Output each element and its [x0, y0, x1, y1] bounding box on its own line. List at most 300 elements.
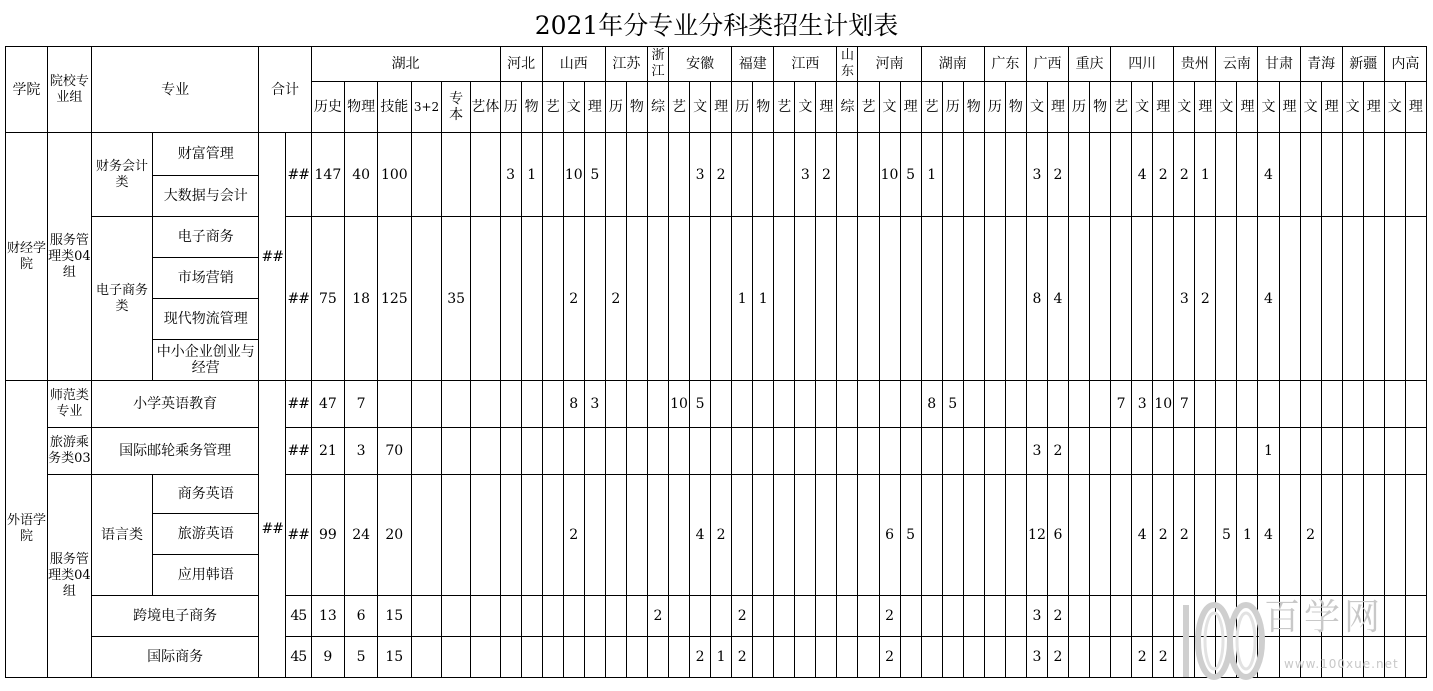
province-value: 2 — [879, 637, 900, 678]
province-value — [669, 133, 690, 217]
province-value — [1047, 381, 1068, 428]
hubei-value: 70 — [377, 428, 411, 475]
hubei-value: 9 — [311, 637, 345, 678]
province-value: 7 — [1174, 381, 1195, 428]
header-major: 专业 — [91, 47, 259, 133]
province-value: 4 — [1132, 475, 1153, 596]
province-value — [1216, 217, 1237, 381]
province-value — [605, 381, 626, 428]
header-province: 新疆 — [1342, 47, 1384, 82]
province-value — [1405, 133, 1426, 217]
province-value — [1363, 475, 1384, 596]
hubei-value — [442, 428, 471, 475]
header-subject: 理 — [1279, 82, 1300, 133]
province-value — [1111, 217, 1132, 381]
province-value: 1 — [711, 637, 732, 678]
hubei-value: 40 — [345, 133, 378, 217]
province-value — [521, 596, 542, 637]
hubei-value — [411, 133, 442, 217]
province-value — [500, 428, 521, 475]
province-value — [1005, 381, 1026, 428]
province-value — [1384, 133, 1405, 217]
province-value — [774, 133, 795, 217]
province-value — [1279, 475, 1300, 596]
header-subject: 文 — [1026, 82, 1047, 133]
province-value — [963, 133, 984, 217]
province-value: 2 — [711, 475, 732, 596]
province-value — [1384, 475, 1405, 596]
province-value — [1174, 596, 1195, 637]
province-value — [1342, 637, 1363, 678]
header-subject: 理 — [900, 82, 921, 133]
province-value: 6 — [1047, 475, 1068, 596]
major-tourism-english: 旅游英语 — [153, 514, 259, 555]
hubei-value: 15 — [377, 637, 411, 678]
province-value — [774, 428, 795, 475]
province-value — [1216, 133, 1237, 217]
total-value: ## — [285, 217, 311, 381]
group-service04: 服务管理类04组 — [47, 133, 91, 381]
province-value: 5 — [584, 133, 605, 217]
province-value — [1258, 596, 1279, 637]
province-value — [1279, 133, 1300, 217]
province-value — [879, 428, 900, 475]
province-value — [542, 133, 563, 217]
province-value: 1 — [921, 133, 942, 217]
province-value — [647, 133, 668, 217]
province-value — [605, 133, 626, 217]
province-value — [521, 428, 542, 475]
group-total-hash: ## — [259, 381, 286, 678]
header-subject: 艺 — [774, 82, 795, 133]
province-value — [1216, 381, 1237, 428]
major-sme: 中小企业创业与经营 — [153, 340, 259, 381]
province-value — [1300, 133, 1321, 217]
province-value — [1195, 637, 1216, 678]
province-value — [1005, 428, 1026, 475]
province-value — [1405, 475, 1426, 596]
province-value: 3 — [584, 381, 605, 428]
major-english-edu: 小学英语教育 — [91, 381, 259, 428]
province-value — [984, 217, 1005, 381]
province-value — [837, 133, 858, 217]
header-subject: 历 — [1069, 82, 1090, 133]
province-value — [1090, 381, 1111, 428]
province-value: 4 — [1258, 217, 1279, 381]
hubei-value — [411, 475, 442, 596]
province-value — [1279, 217, 1300, 381]
hubei-value — [470, 637, 500, 678]
hubei-value — [377, 381, 411, 428]
province-value — [774, 217, 795, 381]
province-value — [1384, 381, 1405, 428]
province-value — [1342, 381, 1363, 428]
province-value: 1 — [1195, 133, 1216, 217]
province-value — [963, 217, 984, 381]
province-value — [858, 475, 879, 596]
province-value — [816, 217, 837, 381]
province-value: 2 — [1153, 133, 1174, 217]
province-value: 2 — [732, 637, 753, 678]
header-subject: 文 — [1216, 82, 1237, 133]
province-value — [816, 637, 837, 678]
province-value — [690, 596, 711, 637]
major-crossborder: 跨境电子商务 — [91, 596, 259, 637]
header-subject: 理 — [1047, 82, 1068, 133]
province-value: 2 — [1300, 475, 1321, 596]
province-value — [584, 475, 605, 596]
province-value — [647, 428, 668, 475]
province-value — [1132, 428, 1153, 475]
province-value — [605, 596, 626, 637]
province-value — [816, 475, 837, 596]
province-value — [1111, 428, 1132, 475]
hubei-value — [411, 381, 442, 428]
province-value — [1069, 217, 1090, 381]
province-value — [900, 637, 921, 678]
province-value — [711, 217, 732, 381]
header-subject: 理 — [1405, 82, 1426, 133]
province-value — [1405, 381, 1426, 428]
province-value — [500, 596, 521, 637]
province-value — [1363, 133, 1384, 217]
province-value — [1069, 596, 1090, 637]
province-value — [1090, 596, 1111, 637]
hubei-value — [442, 381, 471, 428]
province-value — [795, 475, 816, 596]
province-value: 2 — [1047, 133, 1068, 217]
province-value — [774, 596, 795, 637]
province-value — [1153, 596, 1174, 637]
province-value — [1111, 637, 1132, 678]
province-value — [1237, 133, 1258, 217]
province-value: 2 — [732, 596, 753, 637]
province-value — [984, 428, 1005, 475]
hubei-value — [411, 637, 442, 678]
province-value — [879, 381, 900, 428]
province-value: 12 — [1026, 475, 1047, 596]
hubei-value — [470, 133, 500, 217]
province-value — [563, 428, 584, 475]
province-value — [711, 596, 732, 637]
hubei-value — [470, 428, 500, 475]
watermark-url: www.100xue.net — [1284, 657, 1399, 671]
province-value — [1153, 217, 1174, 381]
province-value — [542, 381, 563, 428]
province-value — [1363, 428, 1384, 475]
province-value: 6 — [879, 475, 900, 596]
province-value — [521, 475, 542, 596]
province-value: 4 — [1258, 133, 1279, 217]
header-subject: 历 — [732, 82, 753, 133]
header-subject: 物 — [963, 82, 984, 133]
province-value — [542, 428, 563, 475]
province-value — [900, 381, 921, 428]
province-value — [963, 428, 984, 475]
province-value — [500, 637, 521, 678]
province-value: 2 — [1047, 637, 1068, 678]
hubei-value: 20 — [377, 475, 411, 596]
province-value: 3 — [1174, 217, 1195, 381]
hubei-value: 47 — [311, 381, 345, 428]
header-group: 院校专业组 — [47, 47, 91, 133]
province-value — [1090, 475, 1111, 596]
header-subject: 历 — [942, 82, 963, 133]
watermark-text: 百学网 — [1264, 597, 1385, 638]
province-value — [837, 475, 858, 596]
province-value — [1384, 596, 1405, 637]
hubei-value — [442, 596, 471, 637]
province-value — [1237, 596, 1258, 637]
header-subject: 理 — [1363, 82, 1384, 133]
province-value: 10 — [669, 381, 690, 428]
header-province: 福建 — [732, 47, 774, 82]
province-value — [647, 475, 668, 596]
province-value: 3 — [1026, 596, 1047, 637]
header-subject: 历 — [605, 82, 626, 133]
province-value — [837, 428, 858, 475]
province-value — [1195, 596, 1216, 637]
province-value — [669, 596, 690, 637]
province-value — [1363, 637, 1384, 678]
page-title: 2021年分专业分科类招生计划表 — [534, 11, 899, 40]
province-value — [1090, 637, 1111, 678]
province-value — [626, 596, 647, 637]
hubei-value: 7 — [345, 381, 378, 428]
province-value: 4 — [1258, 475, 1279, 596]
province-value — [647, 217, 668, 381]
province-value: 2 — [563, 475, 584, 596]
header-subject: 理 — [1153, 82, 1174, 133]
province-value — [1005, 217, 1026, 381]
header-province: 广西 — [1026, 47, 1068, 82]
header-subject: 艺 — [921, 82, 942, 133]
province-value — [1069, 637, 1090, 678]
province-value — [1405, 596, 1426, 637]
hubei-value: 3 — [345, 428, 378, 475]
province-value — [1237, 217, 1258, 381]
major-ecommerce: 电子商务 — [153, 217, 259, 258]
province-value: 2 — [647, 596, 668, 637]
province-value — [1090, 217, 1111, 381]
province-value — [563, 637, 584, 678]
header-subject: 物 — [521, 82, 542, 133]
major-marketing: 市场营销 — [153, 258, 259, 299]
province-value — [626, 381, 647, 428]
province-value: 2 — [1153, 475, 1174, 596]
hubei-value — [470, 381, 500, 428]
province-value — [521, 217, 542, 381]
province-value — [711, 428, 732, 475]
province-value — [690, 428, 711, 475]
total-value: 45 — [285, 637, 311, 678]
province-value — [1069, 381, 1090, 428]
province-value — [858, 428, 879, 475]
hubei-value: 6 — [345, 596, 378, 637]
province-value — [521, 381, 542, 428]
province-value — [837, 596, 858, 637]
province-value — [795, 217, 816, 381]
total-value: ## — [285, 381, 311, 428]
province-value — [1342, 217, 1363, 381]
province-value — [1342, 133, 1363, 217]
header-hubei-subject: 历史 — [311, 82, 345, 133]
province-value — [1384, 637, 1405, 678]
province-value — [942, 637, 963, 678]
major-cruise: 国际邮轮乘务管理 — [91, 428, 259, 475]
province-value — [1342, 596, 1363, 637]
header-province: 山东 — [837, 47, 858, 82]
province-value: 3 — [1132, 381, 1153, 428]
province-value — [963, 637, 984, 678]
province-value: 4 — [1132, 133, 1153, 217]
hubei-value: 100 — [377, 133, 411, 217]
province-value — [1237, 637, 1258, 678]
province-value — [1321, 133, 1342, 217]
province-value — [626, 475, 647, 596]
province-value — [669, 475, 690, 596]
province-value — [795, 381, 816, 428]
province-value — [605, 637, 626, 678]
province-value — [500, 217, 521, 381]
total-value: ## — [285, 428, 311, 475]
province-value — [542, 637, 563, 678]
province-value — [1216, 637, 1237, 678]
province-value — [1279, 596, 1300, 637]
province-value: 10 — [879, 133, 900, 217]
province-value: 1 — [1237, 475, 1258, 596]
group-total-hash: ## — [259, 133, 286, 381]
province-value — [942, 475, 963, 596]
hubei-value — [411, 217, 442, 381]
province-value — [1279, 428, 1300, 475]
total-value: ## — [285, 133, 311, 217]
province-value — [900, 596, 921, 637]
province-value: 8 — [921, 381, 942, 428]
province-value — [921, 217, 942, 381]
header-subject: 艺 — [858, 82, 879, 133]
hubei-value: 24 — [345, 475, 378, 596]
hubei-value — [442, 133, 471, 217]
province-value: 2 — [816, 133, 837, 217]
province-value — [605, 475, 626, 596]
province-value: 2 — [1174, 475, 1195, 596]
province-value — [1363, 381, 1384, 428]
province-value — [626, 133, 647, 217]
province-value — [647, 381, 668, 428]
province-value — [626, 428, 647, 475]
header-subject: 文 — [795, 82, 816, 133]
province-value — [669, 637, 690, 678]
province-value — [816, 428, 837, 475]
province-value: 10 — [1153, 381, 1174, 428]
province-value — [921, 637, 942, 678]
province-value — [1321, 428, 1342, 475]
province-value — [1342, 475, 1363, 596]
province-value — [858, 381, 879, 428]
header-province: 河南 — [858, 47, 921, 82]
header-province: 安徽 — [669, 47, 732, 82]
province-value — [921, 428, 942, 475]
header-subject: 理 — [584, 82, 605, 133]
province-value: 2 — [1174, 133, 1195, 217]
province-value — [1174, 428, 1195, 475]
province-value — [1132, 217, 1153, 381]
province-value — [711, 381, 732, 428]
province-value — [1090, 133, 1111, 217]
province-value — [1384, 428, 1405, 475]
header-province: 广东 — [984, 47, 1026, 82]
province-value — [900, 428, 921, 475]
province-value — [837, 637, 858, 678]
header-province: 河北 — [500, 47, 542, 82]
major-intl-business: 国际商务 — [91, 637, 259, 678]
province-value: 5 — [900, 475, 921, 596]
province-value: 3 — [795, 133, 816, 217]
province-value — [732, 133, 753, 217]
province-value — [584, 596, 605, 637]
group-normal: 师范类专业 — [47, 381, 91, 428]
province-value — [1069, 428, 1090, 475]
province-value: 3 — [500, 133, 521, 217]
province-value — [753, 596, 774, 637]
header-subject: 物 — [1005, 82, 1026, 133]
province-value — [1321, 475, 1342, 596]
province-value: 7 — [1111, 381, 1132, 428]
hubei-value — [470, 475, 500, 596]
province-value — [1111, 133, 1132, 217]
province-value — [584, 428, 605, 475]
hubei-value — [411, 428, 442, 475]
province-value: 3 — [1026, 637, 1047, 678]
header-subject: 文 — [1300, 82, 1321, 133]
province-value — [1216, 596, 1237, 637]
header-province: 江苏 — [605, 47, 647, 82]
province-value — [921, 475, 942, 596]
province-value — [774, 381, 795, 428]
province-value — [753, 637, 774, 678]
province-value — [963, 596, 984, 637]
province-value — [942, 596, 963, 637]
province-value — [858, 217, 879, 381]
province-value — [963, 381, 984, 428]
header-subject: 文 — [1132, 82, 1153, 133]
province-value: 2 — [1195, 217, 1216, 381]
hubei-value — [470, 596, 500, 637]
hubei-value: 15 — [377, 596, 411, 637]
province-value — [1300, 217, 1321, 381]
header-province: 湖南 — [921, 47, 984, 82]
group-travel: 旅游乘务类03 — [47, 428, 91, 475]
province-value — [669, 217, 690, 381]
province-value: 2 — [711, 133, 732, 217]
province-value — [542, 596, 563, 637]
total-value: 45 — [285, 596, 311, 637]
province-value — [1195, 428, 1216, 475]
hubei-value — [470, 217, 500, 381]
header-subject: 物 — [626, 82, 647, 133]
header-subject: 物 — [753, 82, 774, 133]
province-value — [795, 637, 816, 678]
province-value — [542, 217, 563, 381]
header-province: 甘肃 — [1258, 47, 1300, 82]
province-value — [795, 596, 816, 637]
province-value: 5 — [900, 133, 921, 217]
header-subject: 文 — [563, 82, 584, 133]
header-subject: 文 — [1258, 82, 1279, 133]
province-value — [1005, 596, 1026, 637]
province-value: 4 — [1047, 217, 1068, 381]
